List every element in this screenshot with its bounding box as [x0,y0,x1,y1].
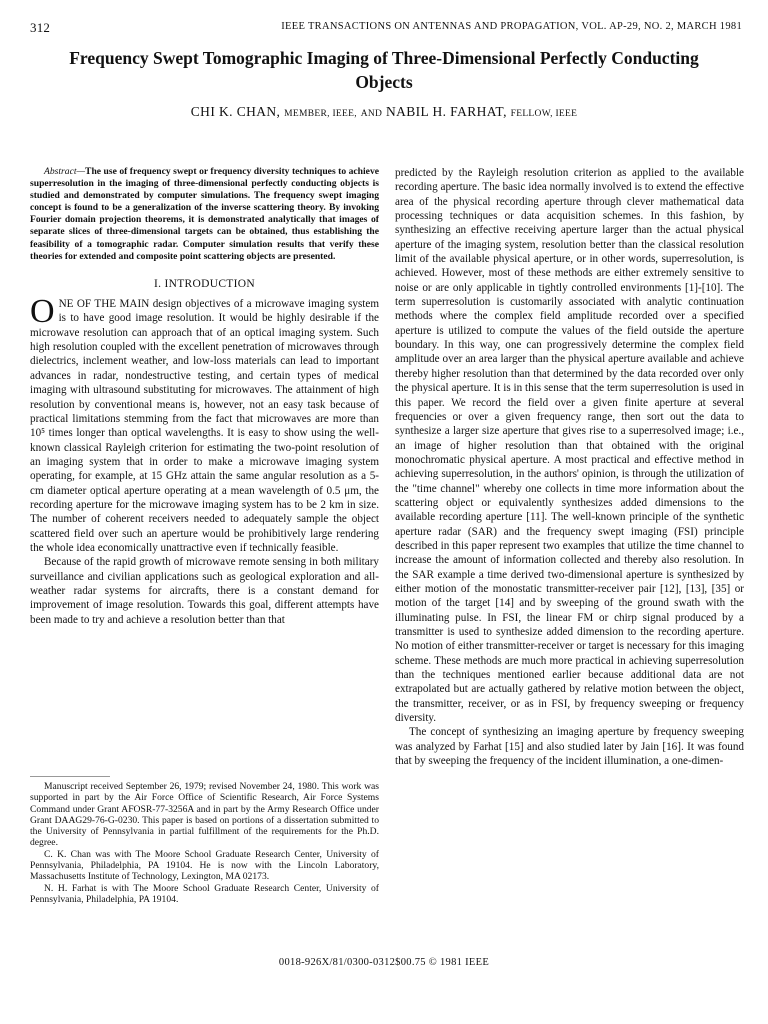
intro-paragraph-text: NE OF THE MAIN design objectives of a microwave imaging system is to have good image resolution. It would be highly desirable if the microwave resolution can approach that of an optical imaging system. Such high resolution coupled with the excellent penetration of microwaves through dielectrics, inclement weather, and low-loss materials can lead to important advances in radar, nondestructive testing, and certain types of medical imaging with ultrasound substituting for microwaves. The attainment of high resolution by conventional means is, however, not an easy task because of practical limitations stemming from the fact that microwaves are more than 10⁵ times longer than optical wavelengths. It is easy to show using the well-known classical Rayleigh criterion for estimating the two-point resolution of an imaging system that in order to make a microwave imaging system operating, for example, at 15 GHz attain the same angular resolution as a 5-cm diameter optical aperture operating at a mean wavelength of 0.5 μm, the recording aperture for the microwave imaging system has to be 2 km in size. The number of coherent receivers needed to adequately sample the object scattered field over such an aperture would be prohibitively large rendering the whole idea economically unattractive even if technically feasible. [30,298,379,554]
running-header [30,20,742,36]
right-column [395,166,744,768]
author-name: NABIL H. FARHAT, [385,104,507,119]
footnote-rule [30,776,110,777]
author-conjunction: AND [360,109,383,119]
abstract-text: The use of frequency swept or frequency diversity techniques to achieve superresolution in the imaging of three-dimensional perfectly conducting objects is studied and demonstrated by computer simulations. The frequency swept imaging concept is found to be a generalization of the inverse scattering theory. By invoking Fourier domain projection theorems, it is demonstrated analytically that images of separate slices of three-dimensional targets can be obtained, thus establishing the feasibility of a tomographic radar. Computer simulation results that verify these theories for extended and composite point scattering objects are presented. [30,166,379,262]
left-column [30,166,379,627]
journal-citation: IEEE TRANSACTIONS ON ANTENNAS AND PROPAGATION, VOL. AP-29, NO. 2, MARCH 1981 [281,21,742,32]
footnote-paragraph: C. K. Chan was with The Moore School Graduate Research Center, University of Pennsylvania, Philadelphia, PA 19104. He is now with the Lincoln Laboratory, Massachusetts Institute of Technology, Lexington, MA 02173. [30,848,379,883]
footnote-paragraph: Manuscript received September 26, 1979; revised November 24, 1980. This work was supported in part by the Air Force Office of Scientific Research, Air Force Systems Command under Grant AFOSR-77-3256A and in part by the Army Research Office under Grant DAAG29-76-G-0230. This paper is based on portions of a dissertation submitted to the University of Pennsylvania in partial fulfillment of the requirements for the Ph.D. degree. [30,781,379,849]
paper-title: Frequency Swept Tomographic Imaging of Three-Dimensional Perfectly Conducting Objects [69,48,699,92]
abstract-label: Abstract— [44,166,86,177]
footnote-paragraph: N. H. Farhat is with The Moore School Graduate Research Center, University of Pennsylvania, Philadelphia, PA 19104. [30,882,379,905]
body-paragraph: The concept of synthesizing an imaging aperture by frequency sweeping was analyzed by Farhat [15] and also studied later by Jain [16]. It was found that by sweeping the frequency of the incident illumination, a one-dimen- [395,726,744,768]
drop-cap: O [30,293,55,331]
intro-paragraph: Because of the rapid growth of microwave remote sensing in both military surveillance and civilian applications such as geological exploration and all-weather radar systems for aircrafts, there is a constant demand for improvement of image resolution. Towards this goal, different attempts have been made to try and achieve a resolution better than that [30,556,379,626]
body-paragraph: predicted by the Rayleigh resolution criterion as applied to the available recording aperture. The basic idea normally involved is to extend the effective area of the physical recording aperture through clever mathematical data processing techniques or data acquisition schemes. In this fashion, by synthesizing an effective receiving aperture larger than the actual physical aperture of the imaging system, resolution better than the classical resolution limit of the available physical aperture, or in other words, superresolution, is achieved. However, most of these methods are either extremely sensitive to noise or are only applicable in tightly controlled environments [1]-[10]. The term superresolution is customarily associated with analytic continuation methods where the complex field amplitude recorded over a specified aperture is utilized to compute the values of the field outside the aperture boundary. In this way, one can progressively determine the complex field amplitude over an area larger than the physical aperture available and achieve thereby higher resolution than that determined by the data recorded over only the physical aperture. It is in this sense that the term superresolution is used in this paper. We record the field over a given finite aperture at several frequencies or over a given frequency range, then sort out the data to synthesize a larger size aperture that gives rise to a superresolved image; i.e., an image of higher resolution than that obtained with the original monochromatic physical aperture. A most practical and effective method in achieving superresolution, in the authors' opinion, is through the utilization of the "time channel" whereby one collects in time more information about the scattering object or equivalently synthesizes added dimensions to the available recording aperture [11]. The well-known principle of the synthetic aperture radar (SAR) and the frequency swept imaging (FSI) principle described in this paper represent two examples that utilize the time channel to increase the amount of information collected and thereby also resolution. In the SAR example a time derived two-dimensional aperture is synthesized by either motion of the monostatic transmitter-receiver pair [12], [13], [35] or motion of the target [14] and by sweeping of the ground swath with the illuminating pulse. In FSI, the linear FM or chirp signal produced by a transmitter is used to synthesize added dimension to the recording aperture. No motion of either transmitter-receiver or target is necessary for this imaging scheme. These methods are much more practical in achieving superresolution than the techniques mentioned earlier because additional data are not extrapolated but are actually gathered by relative motion between the object, the transmitter, receiver, or as in FSI, by frequency sweeping or frequency diversity. [395,167,744,725]
author-affiliation: MEMBER, IEEE, [284,109,357,119]
abstract [30,166,379,263]
author-affiliation: FELLOW, IEEE [510,109,578,119]
page-number: 312 [30,20,51,35]
author-name: CHI K. CHAN, [190,104,281,119]
copyright-line: 0018-926X/81/0300-0312$00.75 © 1981 IEEE [278,957,490,968]
section-heading: I. INTRODUCTION [154,277,255,290]
intro-paragraph [30,293,379,555]
footnote [30,781,379,905]
author-line [60,104,708,120]
